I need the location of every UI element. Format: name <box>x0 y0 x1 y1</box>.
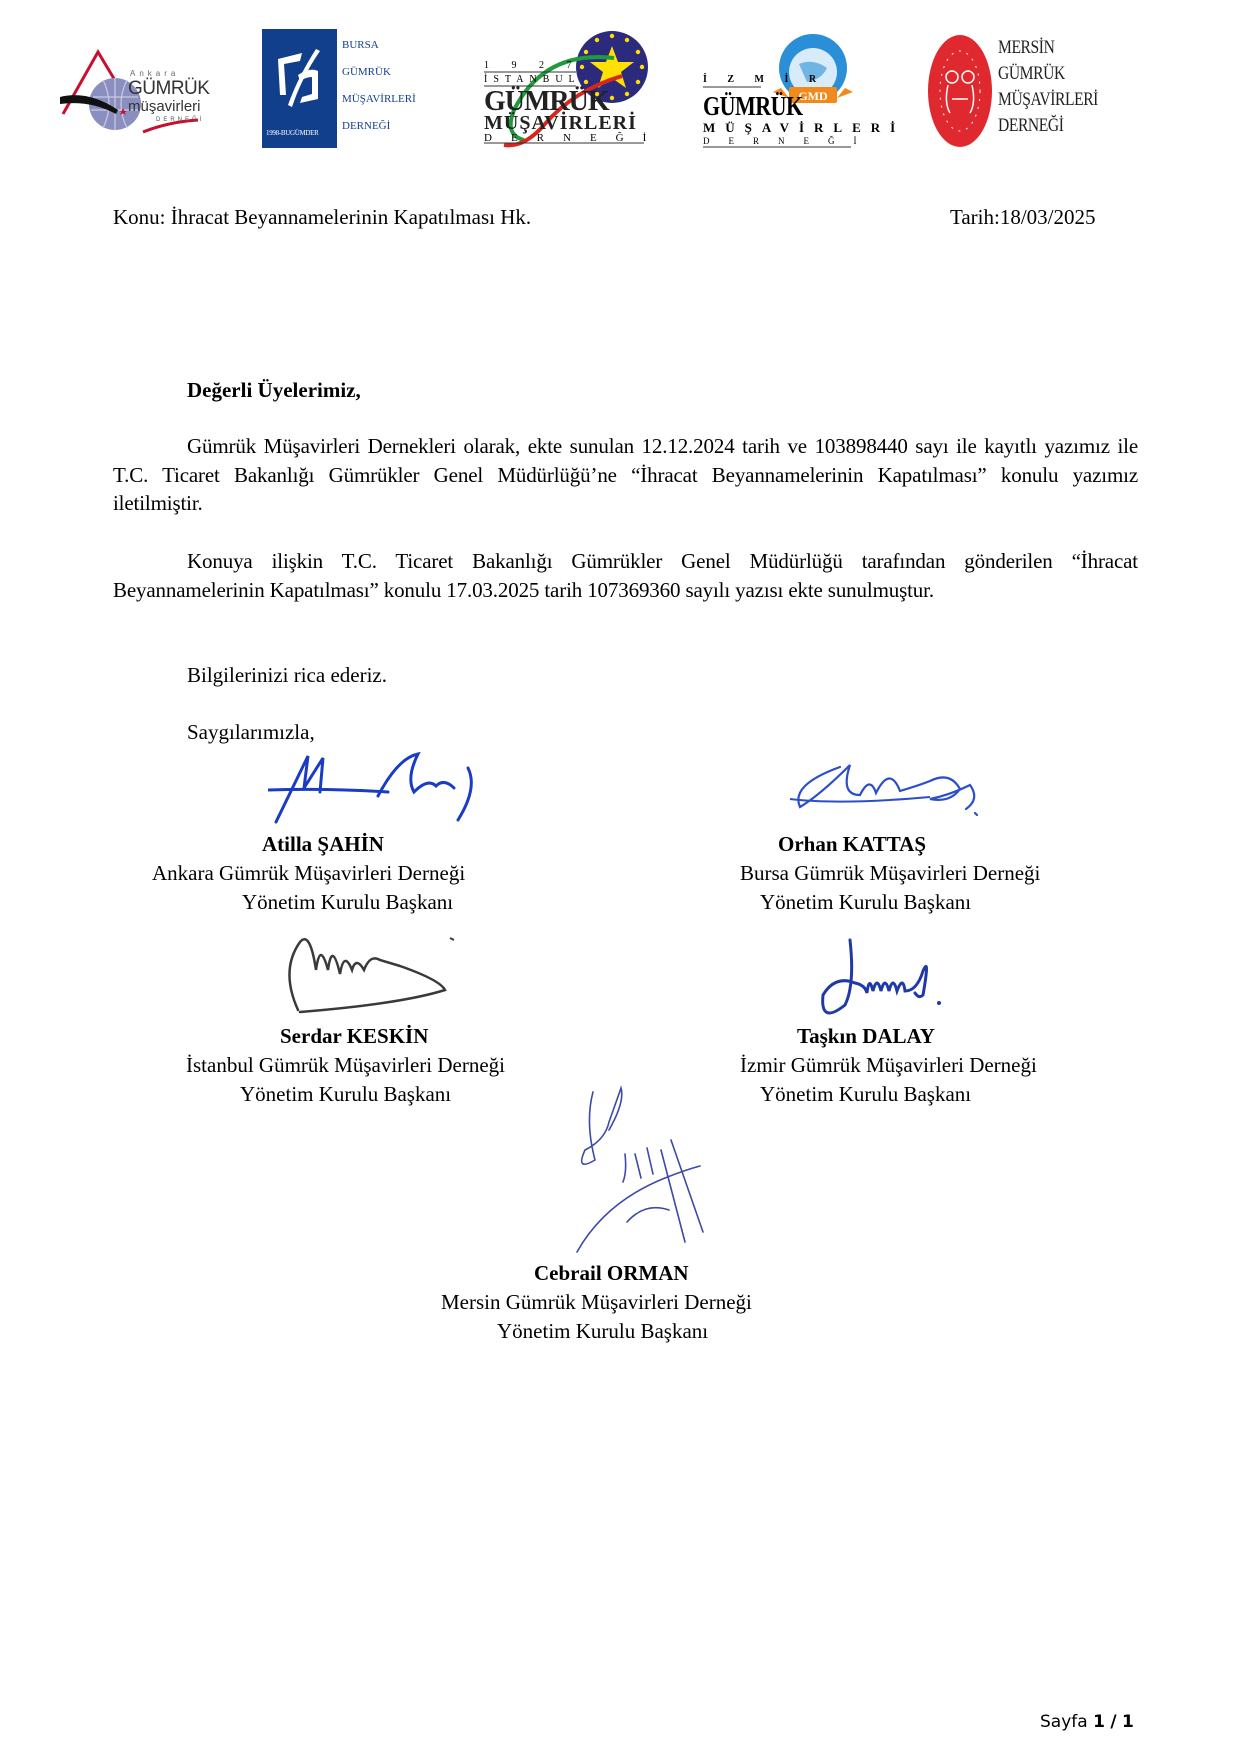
signatory-5-org: Mersin Gümrük Müşavirleri Derneği <box>441 1290 752 1314</box>
mersin-logo-line3: MÜŞAVİRLERİ <box>998 89 1098 110</box>
signatory-1-name: Atilla ŞAHİN <box>262 832 384 856</box>
ankara-logo-line1: GÜMRÜK <box>128 78 210 99</box>
bursa-logo-box <box>262 29 337 148</box>
istanbul-logo-line1: GÜMRÜK <box>484 86 609 117</box>
istanbul-association-logo <box>484 30 666 150</box>
signatory-1-title: Yönetim Kurulu Başkanı <box>242 890 454 914</box>
izmir-association-logo <box>703 30 906 150</box>
page-total: 1 <box>1121 1712 1134 1732</box>
signature-serdar-keskin <box>280 930 470 1020</box>
bursa-logo-line3: MÜŞAVİRLERİ <box>342 93 416 105</box>
izmir-logo-line2: MÜŞAVİRLERİ <box>703 120 906 135</box>
signatory-3-title: Yönetim Kurulu Başkanı <box>240 1082 452 1106</box>
salutation: Değerli Üyelerimiz, <box>187 378 361 402</box>
ankara-association-logo <box>58 42 208 134</box>
mersin-association-logo <box>926 33 1106 149</box>
page-separator: / <box>1110 1712 1117 1732</box>
mersin-seal-icon <box>926 33 994 149</box>
signatory-3-name: Serdar KESKİN <box>280 1024 429 1048</box>
signatory-2-name: Orhan KATTAŞ <box>778 832 927 856</box>
izmir-logo-line1: GÜMRÜK <box>703 90 803 122</box>
signatory-3-org: İstanbul Gümrük Müşavirleri Derneği <box>186 1053 506 1077</box>
izmir-logo-city: İ Z M İ R <box>703 74 826 85</box>
mersin-logo-line4: DERNEĞİ <box>998 115 1064 136</box>
closing-request: Bilgilerinizi rica ederiz. <box>187 663 387 687</box>
istanbul-logo-line3: DERNEĞİ <box>484 132 666 144</box>
body-paragraph-1: Gümrük Müşavirleri Dernekleri olarak, ekte sunulan 12.12.2024 tarih ve 103898440 sayı ile kayıtlı yazımız ile T.C. Ticaret Bakanlığı Gümrükler Genel Müdürlüğü’ne “İhracat Beyannamelerinin Kapatılması” konulu yazımız iletilmiştir. <box>113 434 1138 515</box>
signature-taskin-dalay <box>815 935 985 1025</box>
bursa-logo-line1: BURSA <box>342 39 379 51</box>
closing-phrase: Saygılarımızla, <box>187 720 315 744</box>
signatory-4-name: Taşkın DALAY <box>797 1024 935 1048</box>
ankara-logo-line2: müşavirleri <box>128 98 201 115</box>
letter-date: Tarih:18/03/2025 <box>950 205 1096 229</box>
istanbul-logo-city: İSTANBUL <box>484 74 581 85</box>
bursa-logo-line2: GÜMRÜK <box>342 66 391 78</box>
page-number <box>1040 1712 1134 1732</box>
bursa-box-caption: 1998-BUGÜMDER <box>266 129 319 137</box>
signatory-5-title: Yönetim Kurulu Başkanı <box>497 1319 709 1343</box>
signatory-4-org: İzmir Gümrük Müşavirleri Derneği <box>740 1053 1037 1077</box>
signature-atilla-sahin <box>268 748 508 828</box>
signatory-4-title: Yönetim Kurulu Başkanı <box>760 1082 972 1106</box>
bursa-logo-line4: DERNEĞİ <box>342 120 391 132</box>
istanbul-logo-year: 1 9 2 7 <box>484 60 582 71</box>
signatory-2-title: Yönetim Kurulu Başkanı <box>760 890 972 914</box>
signatory-1-org: Ankara Gümrük Müşavirleri Derneği <box>152 861 466 885</box>
signatory-2-org: Bursa Gümrük Müşavirleri Derneği <box>740 861 1041 885</box>
izmir-badge-text: GMD <box>798 89 828 103</box>
istanbul-logo-line2: MÜŞAVİRLERİ <box>484 112 637 134</box>
signature-orhan-kattas <box>780 755 1000 825</box>
page-label: Sayfa <box>1040 1712 1088 1732</box>
page-current: 1 <box>1093 1712 1105 1732</box>
mersin-logo-line2: GÜMRÜK <box>998 63 1065 84</box>
letter-subject: Konu: İhracat Beyannamelerinin Kapatılması Hk. <box>113 205 532 229</box>
ankara-logo-line3: DERNEĞİ <box>156 117 205 123</box>
body-paragraph-2: Konuya ilişkin T.C. Ticaret Bakanlığı Gümrükler Genel Müdürlüğü tarafından gönderilen “İhracat Beyannamelerinin Kapatılması” konulu 17.03.2025 tarih 107369360 sayılı yazısı ekte sunulmuştur. <box>113 549 1138 602</box>
bursa-association-logo <box>262 29 416 149</box>
bursa-emblem-icon <box>262 37 337 127</box>
izmir-logo-line3: DERNEĞİ <box>703 136 876 146</box>
mersin-logo-line1: MERSİN <box>998 37 1055 58</box>
signature-cebrail-orman <box>565 1082 725 1257</box>
ankara-logo-prefix: Ankara <box>130 69 180 78</box>
signatory-5-name: Cebrail ORMAN <box>534 1261 689 1285</box>
